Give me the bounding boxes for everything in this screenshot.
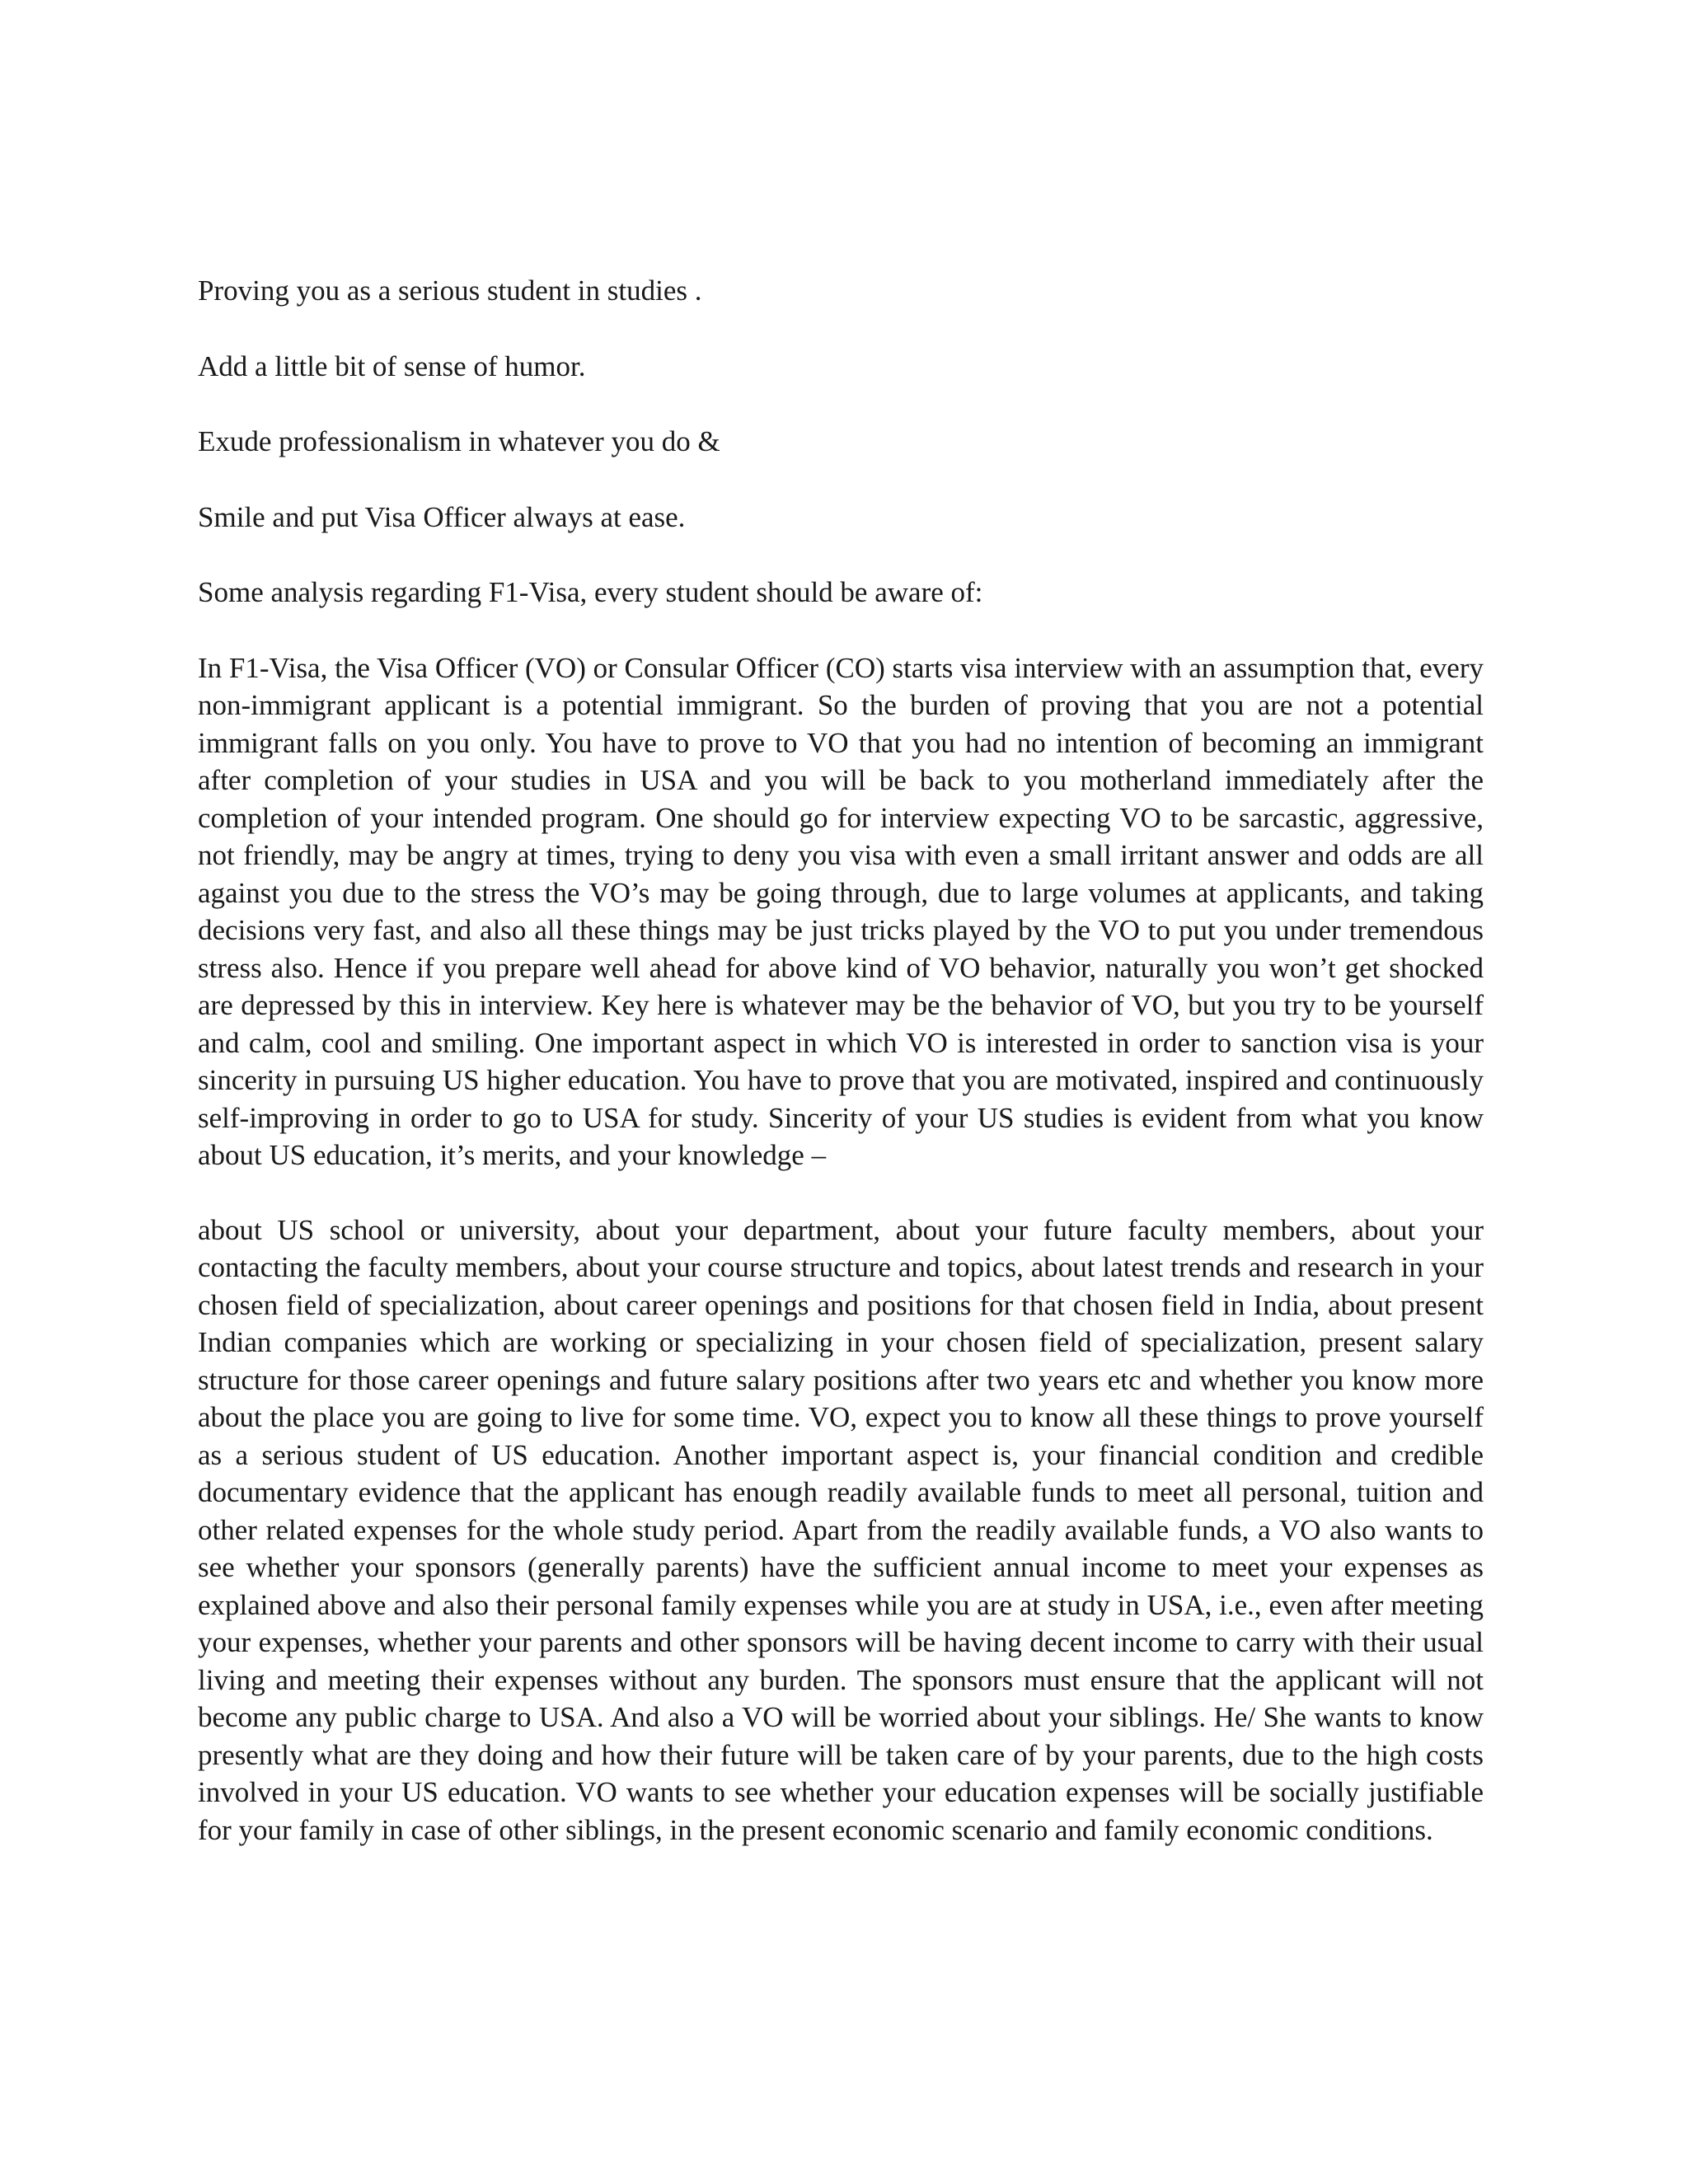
line-sense-of-humor: Add a little bit of sense of humor. [198,349,586,382]
line-smile: Smile and put Visa Officer always at ease. [198,500,686,533]
line-analysis-intro: Some analysis regarding F1-Visa, every student should be aware of: [198,576,983,608]
document-body [198,272,1484,1886]
paragraph-us-school: about US school or university, about your department, about your future faculty members, about your contacting the faculty members, about your course structure and topics, about latest trends and research in your chosen field of specialization, about career openings and positions for that chosen field in India, about present Indian companies which are working or specializing in your chosen field of specialization, present salary structure for those career openings and future salary positions after two years etc and whether you know more about the place you are going to live for some time. VO, expect you to know all these things to prove yourself as a serious student of US education. Another important aspect is, your financial condition and credible documentary evidence that the applicant has enough readily available funds to meet all personal, tuition and other related expenses for the whole study period. Apart from the readily available funds, a VO also wants to see whether your sponsors (generally parents) have the sufficient annual income to meet your expenses as explained above and also their personal family expenses while you are at study in USA, i.e., even after meeting your expenses, whether your parents and other sponsors will be having decent income to carry with their usual living and meeting their expenses without any burden. The sponsors must ensure that the applicant will not become any public charge to USA. And also a VO will be worried about your siblings. He/ She wants to know presently what are they doing and how their future will be taken care of by your parents, due to the high costs involved in your US education. VO wants to see whether your education expenses will be socially justifiable for your family in case of other siblings, in the present economic scenario and family economic conditions. [198,1213,1484,1846]
line-serious-student: Proving you as a serious student in studies . [198,274,702,307]
line-professionalism: Exude professionalism in whatever you do & [198,425,720,457]
paragraph-visa-officer: In F1-Visa, the Visa Officer (VO) or Consular Officer (CO) starts visa interview with an assumption that, every non-immigrant applicant is a potential immigrant. So the burden of proving that you are not a potential immigrant falls on you only. You have to prove to VO that you had no intention of becoming an immigrant after completion of your studies in USA and you will be back to you motherland immediately after the completion of your intended program. One should go for interview expecting VO to be sarcastic, aggressive, not friendly, may be angry at times, trying to deny you visa with even a small irritant answer and odds are all against you due to the stress the VO’s may be going through, due to large volumes at applicants, and taking decisions very fast, and also all these things may be just tricks played by the VO to put you under tremendous stress also. Hence if you prepare well ahead for above kind of VO behavior, naturally you won’t get shocked are depressed by this in interview. Key here is whatever may be the behavior of VO, but you try to be yourself and calm, cool and smiling. One important aspect in which VO is interested in order to sanction visa is your sincerity in pursuing US higher education. You have to prove that you are motivated, inspired and continuously self-improving in order to go to USA for study. Sincerity of your US studies is evident from what you know about US education, it’s merits, and your knowledge – [198,651,1484,1171]
